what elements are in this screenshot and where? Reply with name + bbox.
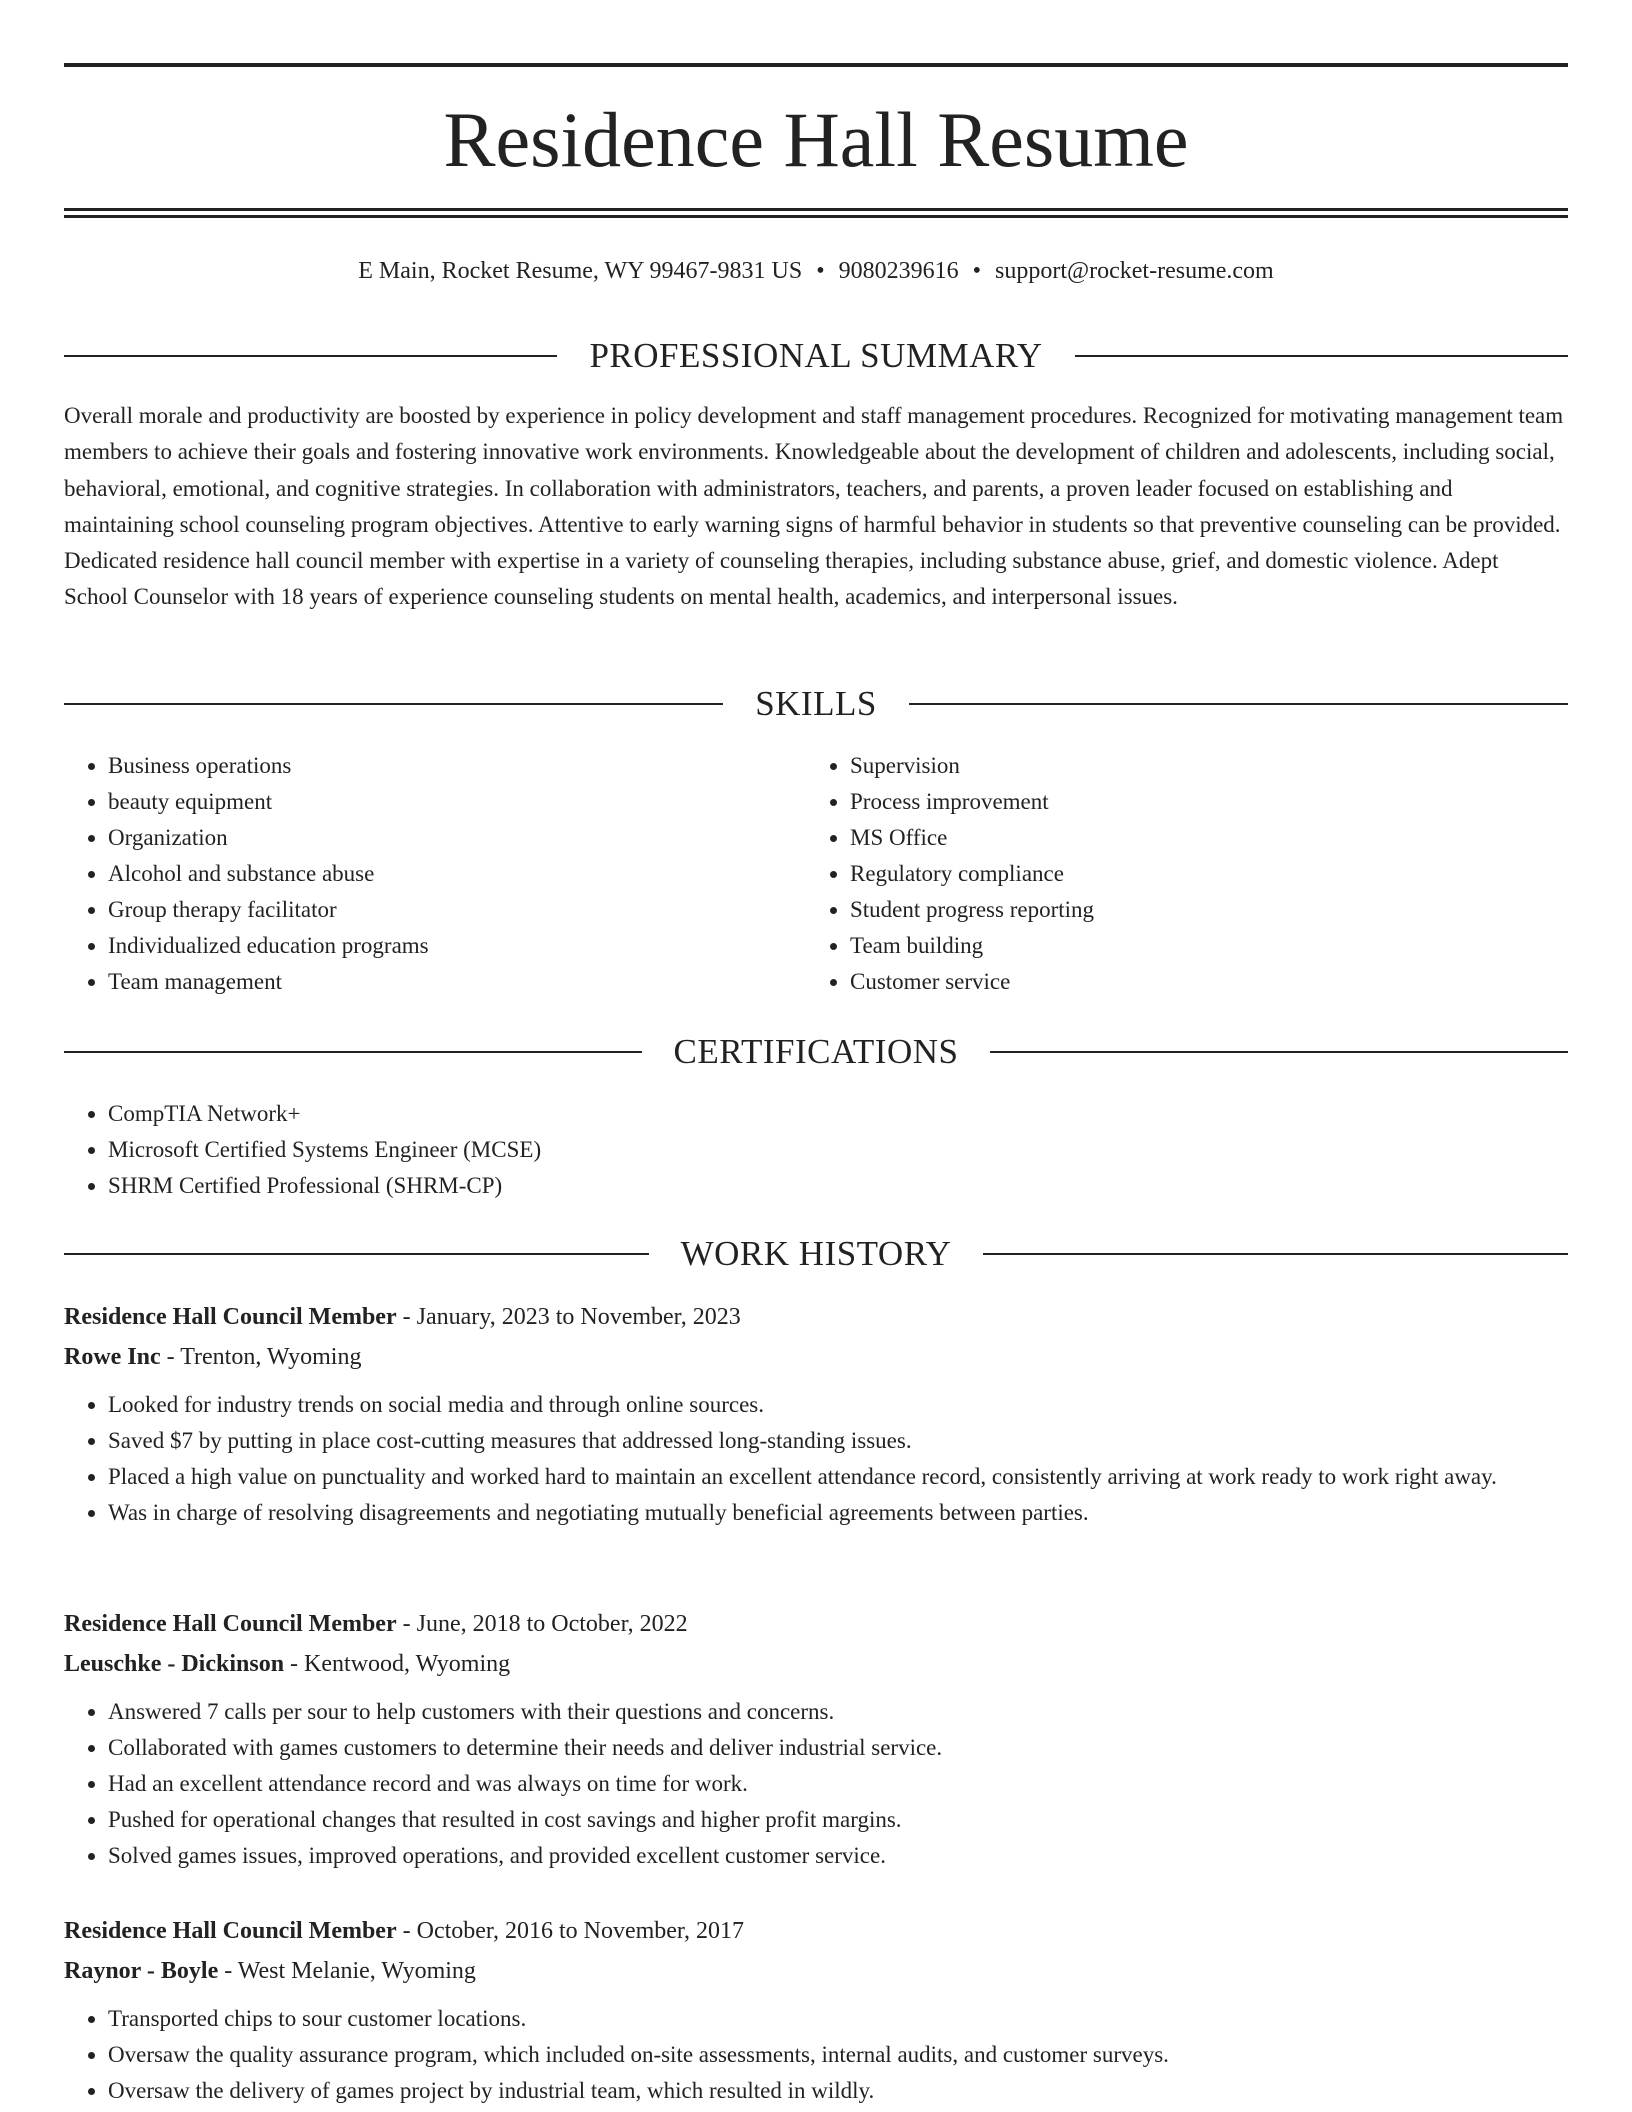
skill-item: • Regulatory compliance: [850, 856, 1546, 892]
job-bullet: • Pushed for operational changes that resulted in cost savings and higher profit margins.: [108, 1802, 1568, 1838]
contact-phone: 9080239616: [838, 258, 959, 284]
job-entry: [64, 1911, 1568, 2109]
skills-heading: [64, 684, 1568, 724]
heading-rule-right: [990, 1051, 1568, 1053]
job-title-line: [64, 1297, 1568, 1337]
skill-item: • beauty equipment: [108, 784, 804, 820]
skill-item: • Student progress reporting: [850, 892, 1546, 928]
job-company: Leuschke - Dickinson: [64, 1651, 285, 1677]
job-bullet: • Was in charge of resolving disagreements and negotiating mutually beneficial agreements between parties.: [108, 1495, 1568, 1531]
contact-separator: •: [816, 258, 825, 284]
job-company: Rowe Inc: [64, 1344, 161, 1370]
job-company-line: [64, 1644, 1568, 1684]
skills-right-column: [806, 748, 1546, 1000]
heading-rule-right: [983, 1253, 1568, 1255]
summary-heading-title: PROFESSIONAL SUMMARY: [589, 336, 1043, 375]
certifications-list: [64, 1096, 1568, 1204]
skill-item: • Alcohol and substance abuse: [108, 856, 804, 892]
skill-item: • Supervision: [850, 748, 1546, 784]
job-title: Residence Hall Council Member: [64, 1918, 397, 1944]
certification-item: • Microsoft Certified Systems Engineer (MCSE): [108, 1132, 1568, 1168]
job-company: Raynor - Boyle: [64, 1958, 219, 1984]
contact-info: [64, 254, 1568, 288]
job-title: Residence Hall Council Member: [64, 1304, 397, 1330]
job-bullet: • Answered 7 calls per sour to help customers with their questions and concerns.: [108, 1694, 1568, 1730]
skills-left-column: [64, 748, 804, 1000]
job-bullet: • Oversaw the quality assurance program, which included on-site assessments, internal audits, and customer surveys.: [108, 2037, 1568, 2073]
job-dates: - October, 2016 to November, 2017: [396, 1918, 744, 1944]
skill-item: • Team management: [108, 964, 804, 1000]
heading-rule-left: [64, 1051, 642, 1053]
job-entry: [64, 1297, 1568, 1531]
job-title-line: [64, 1911, 1568, 1951]
heading-rule-right: [1075, 355, 1568, 357]
work-heading: [64, 1234, 1568, 1274]
job-bullet: • Transported chips to sour customer locations.: [108, 2001, 1568, 2037]
title-rule-upper: [64, 208, 1568, 211]
job-location: - Kentwood, Wyoming: [284, 1651, 511, 1677]
summary-text: Overall morale and productivity are boosted by experience in policy development and staff management procedures. Recognized for motivating management team members to achieve their goals and fostering innovative work environments. Knowledgeable about the development of children and adolescents, including social, behavioral, emotional, and cognitive strategies. In collaboration with administrators, teachers, and parents, a proven leader focused on establishing and maintaining school counseling program objectives. Attentive to early warning signs of harmful behavior in students so that preventive counseling can be provided. Dedicated residence hall council member with expertise in a variety of counseling therapies, including substance abuse, grief, and domestic violence. Adept School Counselor with 18 years of experience counseling students on mental health, academics, and interpersonal issues.: [64, 403, 1564, 610]
work-heading-title: WORK HISTORY: [680, 1234, 952, 1273]
skill-item: • Business operations: [108, 748, 804, 784]
job-bullet: • Had an excellent attendance record and was always on time for work.: [108, 1766, 1568, 1802]
top-rule: [64, 63, 1568, 67]
job-bullet: • Collaborated with games customers to determine their needs and deliver industrial service.: [108, 1730, 1568, 1766]
job-bullet: • Placed a high value on punctuality and worked hard to maintain an excellent attendance record, consistently arriving at work ready to work right away.: [108, 1459, 1568, 1495]
skill-item: • Individualized education programs: [108, 928, 804, 964]
skill-item: • Process improvement: [850, 784, 1546, 820]
skill-item: • MS Office: [850, 820, 1546, 856]
job-bullet: • Oversaw the delivery of games project by industrial team, which resulted in wildly.: [108, 2073, 1568, 2109]
certification-item: • CompTIA Network+: [108, 1096, 1568, 1132]
job-company-line: [64, 1951, 1568, 1991]
certifications-heading-title: CERTIFICATIONS: [673, 1032, 959, 1071]
heading-rule-left: [64, 355, 557, 357]
job-dates: - January, 2023 to November, 2023: [396, 1304, 741, 1330]
skill-item: • Customer service: [850, 964, 1546, 1000]
skill-item: • Group therapy facilitator: [108, 892, 804, 928]
heading-rule-right: [909, 703, 1568, 705]
heading-rule-left: [64, 1253, 649, 1255]
job-title-line: [64, 1604, 1568, 1644]
contact-email: support@rocket-resume.com: [995, 258, 1274, 284]
contact-address: E Main, Rocket Resume, WY 99467-9831 US: [358, 258, 803, 284]
contact-separator: •: [972, 258, 982, 284]
certification-item: • SHRM Certified Professional (SHRM-CP): [108, 1168, 1568, 1204]
title-rule-lower: [64, 215, 1568, 218]
job-bullet: • Saved $7 by putting in place cost-cutting measures that addressed long-standing issues.: [108, 1423, 1568, 1459]
job-bullet: • Looked for industry trends on social media and through online sources.: [108, 1387, 1568, 1423]
certifications-heading: [64, 1032, 1568, 1072]
skills-heading-title: SKILLS: [755, 684, 877, 723]
job-dates: - June, 2018 to October, 2022: [396, 1611, 688, 1637]
job-entry: [64, 1604, 1568, 1874]
summary-heading: [64, 336, 1568, 376]
heading-rule-left: [64, 703, 723, 705]
skill-item: • Team building: [850, 928, 1546, 964]
job-location: - Trenton, Wyoming: [160, 1344, 362, 1370]
skill-item: • Organization: [108, 820, 804, 856]
job-company-line: [64, 1337, 1568, 1377]
job-location: - West Melanie, Wyoming: [218, 1958, 476, 1984]
job-bullet: • Solved games issues, improved operations, and provided excellent customer service.: [108, 1838, 1568, 1874]
job-title: Residence Hall Council Member: [64, 1611, 397, 1637]
resume-title: Residence Hall Resume: [443, 96, 1189, 183]
